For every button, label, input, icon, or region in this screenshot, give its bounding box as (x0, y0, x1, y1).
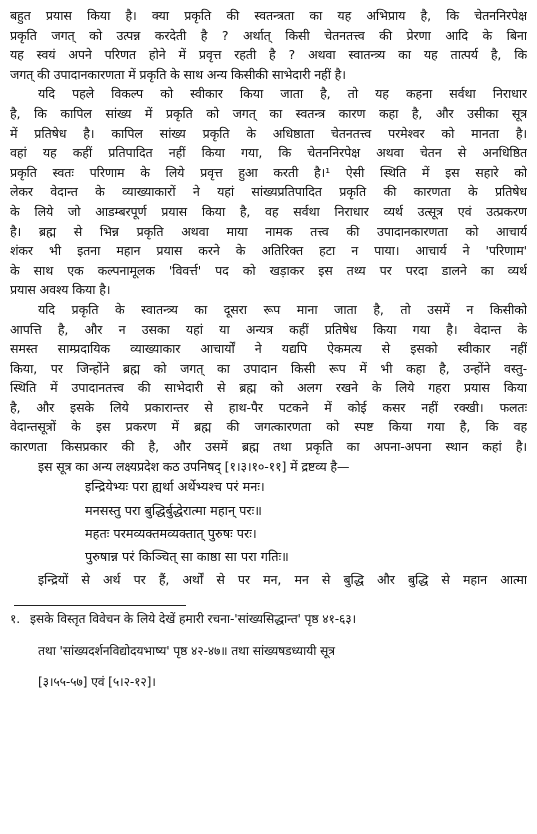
text-line: कारणता किसप्रकार की है, और उसमें ब्रह्म तथा प्रकृति का अपना-अपना स्थान कहां है। (10, 439, 527, 455)
text-line: आपत्ति है, और न उसका यहां या अन्यत्र कहीं प्रतिषेध किया गया है। वेदान्त के (10, 321, 527, 337)
footnote (10, 610, 527, 691)
text-line: इन्द्रियों से अर्थ पर हैं, अर्थों से पर मन, मन से बुद्धि और बुद्धि से महान आत्मा (38, 571, 527, 587)
text-line: प्रकृति स्वतः परिणाम के लिये प्रवृत्त हुआ करती है।¹ ऐसी स्थिति में इस सहारे को (10, 164, 527, 180)
paragraph-1 (10, 6, 527, 84)
verse-line: मनसस्तु परा बुद्धिर्बुद्धेरात्मा महान् परः॥ (85, 503, 262, 519)
verse-block (10, 476, 527, 570)
text-line: यदि पहले विकल्प को स्वीकार किया जाता है, तो यह कहना सर्वथा निराधार (38, 86, 527, 102)
paragraph-4 (10, 457, 527, 477)
paragraph-2 (10, 84, 527, 300)
footnote-text: तथा 'सांख्यदर्शनविद्योदयभाष्य' पृष्ठ ४२-४७॥ तथा सांख्यषडध्यायी सूत्र (38, 643, 335, 658)
footnote-text: इसके विस्तृत विवेचन के लिये देखें हमारी रचना-'सांख्यसिद्धान्त' पृष्ठ ४१-६३। (30, 612, 357, 627)
text-line: के लिये जो आडम्बरपूर्ण प्रयास किया है, वह सर्वथा निराधार व्यर्थ उत्सूत्र एवं उत्प्रकरण (10, 203, 527, 219)
verse-line: इन्द्रियेभ्यः परा ह्यर्था अर्थेभ्यश्च परं मनः। (85, 480, 265, 496)
text-line: के साथ एक कल्पनामूलक 'विवर्त्त' पद को खड़ाकर इस तथ्य पर परदा डालने का व्यर्थ (10, 262, 527, 278)
text-line: है। ब्रह्म से भिन्न प्रकृति अथवा माया नामक तत्त्व की उपादानकारणता को आचार्य (10, 223, 527, 239)
paragraph-3 (10, 300, 527, 457)
text-line: लेकर वेदान्त के व्याख्याकारों ने यहां सांख्यप्रतिपादित प्रकृति की कारणता के प्रतिषेध (10, 184, 527, 200)
footnote-divider (14, 605, 186, 606)
footnote-first-line (10, 610, 527, 629)
text-line: वेदान्तसूत्रों के इस प्रकरण में ब्रह्म की जगत्कारणता को स्पष्ट किया गया है, कि वह (10, 419, 527, 435)
paragraph-5 (10, 570, 527, 590)
verse-line: पुरुषान्न परं किञ्चित् सा काष्ठा सा परा गतिः॥ (85, 550, 289, 566)
text-line: बहुत प्रयास किया है। क्या प्रकृति की स्वतन्त्रता का यह अभिप्राय है, कि चेतननिरपेक्ष (10, 8, 527, 23)
text-line: जगत् की उपादानकारणता में प्रकृति के साथ अन्य किसीकी साभेदारी नहीं है। (10, 66, 346, 82)
text-line: स्थिति में उपादानतत्त्व की साभेदारी से ब्रह्म को अलग रखने के लिये गहरा प्रयास किया (10, 380, 527, 396)
text-line: यह स्वयं अपने परिणत होने में प्रवृत्त रहती है ? अथवा स्वातन्त्र्य का यह तात्पर्य है, कि (10, 47, 527, 63)
text-line: है, और इसके लिये प्रकारान्तर से हाथ-पैर पटकने में कोई कसर नहीं रक्खी। फलतः (10, 399, 527, 415)
text-line: यदि प्रकृति के स्वातन्त्र्य का दूसरा रूप माना जाता है, तो उसमें न किसीको (38, 301, 527, 317)
text-line: किया, पर जिन्होंने ब्रह्म को जगत् का उपादान किसी रूप में भी कहा है, उन्होंने वस्तु- (10, 360, 527, 376)
text-line: प्रकृति जगत् को उत्पन्न करदेती है ? अर्थात् किसी चेतनतत्त्व की प्रेरणा आदि के बिना (10, 27, 527, 43)
text-line: है, कि कापिल सांख्य में प्रकृति को जगत् का स्वतन्त्र कारण कहा है, और उसीका सूत्र (10, 105, 527, 121)
text-line: प्रयास अवश्य किया है। (10, 282, 111, 298)
footnote-number: १. (10, 612, 21, 627)
text-line: समस्त साम्प्रदायिक व्याख्याकार आचार्यों ने यद्यपि ऐकमत्य से इसको स्वीकार नहीं (10, 341, 527, 357)
text-line: में प्रतिषेध है। कापिल सांख्य प्रकृति के अधिष्ठाता चेतनतत्त्व परमेश्वर को मानता है। (10, 125, 527, 141)
verse-line: महतः परमव्यक्तमव्यक्तात् पुरुषः परः। (85, 527, 257, 543)
footnote-text: [३।५५-५७] एवं [५।२-१२]। (38, 674, 156, 689)
text-line: इस सूत्र का अन्य लक्ष्यप्रदेश कठ उपनिषद् [१।३।१०-११] में द्रष्टव्य है— (38, 458, 350, 474)
text-line: शंकर भी इतना महान प्रयास करने के अतिरिक्त हटा न पाया। आचार्य ने 'परिणाम' (10, 243, 527, 259)
text-line: वहां यह कहीं प्रतिपादित नहीं किया गया, कि चेतननिरपेक्ष अथवा चेतन से अनधिष्ठित (10, 145, 527, 161)
